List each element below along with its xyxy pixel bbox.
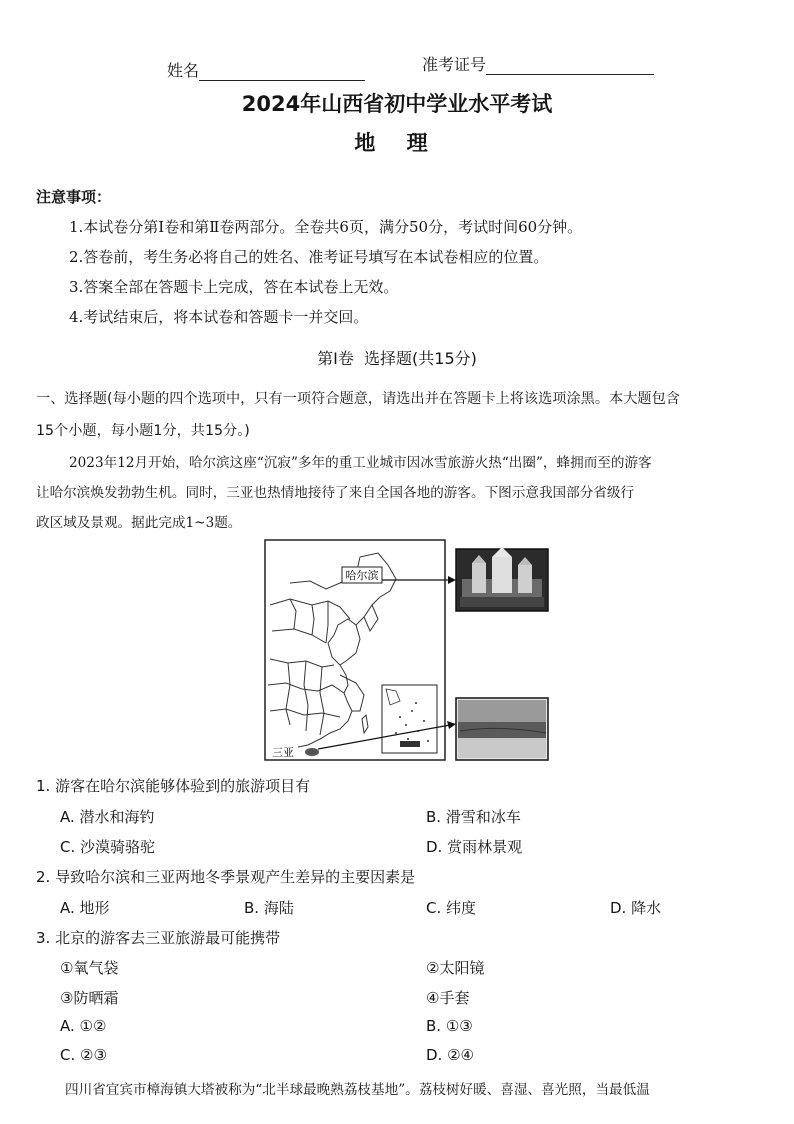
question-3-item-1: ①氧气袋	[60, 959, 119, 977]
question-2-option-b[interactable]: B. 海陆	[244, 899, 294, 917]
question-2-option-a[interactable]: A. 地形	[60, 899, 110, 917]
question-1-stem: 1. 游客在哈尔滨能够体验到的旅游项目有	[36, 777, 311, 795]
section-title: 第Ⅰ卷 选择题(共15分)	[317, 349, 477, 368]
name-field-row	[167, 58, 365, 81]
name-input-line[interactable]	[199, 62, 365, 81]
passage-1-line-3: 政区域及景观。据此完成1~3题。	[36, 515, 242, 531]
name-label: 姓名	[167, 61, 200, 80]
note-item-1: 1.本试卷分第Ⅰ卷和第Ⅱ卷两部分。全卷共6页，满分50分，考试时间60分钟。	[69, 218, 583, 236]
note-item-4: 4.考试结束后，将本试卷和答题卡一并交回。	[69, 308, 369, 326]
passage-2-line-1: 四川省宜宾市樟海镇大塔被称为“北半球最晚熟荔枝基地”。荔枝树好暖、喜湿、喜光照，当最低温	[65, 1082, 650, 1098]
question-1-option-b[interactable]: B. 滑雪和冰车	[426, 808, 521, 826]
section-instruction-1: 一、选择题(每小题的四个选项中，只有一项符合题意，请选出并在答题卡上将该选项涂黑。本大题包含	[36, 391, 680, 407]
question-3-item-3: ③防晒霜	[60, 989, 119, 1007]
question-3-item-2: ②太阳镜	[426, 959, 485, 977]
map-label-harbin: 哈尔滨	[345, 569, 379, 582]
question-2-stem: 2. 导致哈尔滨和三亚两地冬季景观产生差异的主要因素是	[36, 868, 416, 886]
sanya-beach-photo	[456, 698, 548, 760]
exam-id-label: 准考证号	[422, 55, 487, 74]
question-2-option-c[interactable]: C. 纬度	[426, 899, 477, 917]
subject-title: 地 理	[354, 131, 440, 155]
question-1-option-c[interactable]: C. 沙漠骑骆驼	[60, 838, 156, 856]
notes-heading: 注意事项：	[36, 188, 112, 206]
china-province-map-figure	[260, 535, 560, 765]
question-1-option-a[interactable]: A. 潜水和海钓	[60, 808, 155, 826]
note-item-2: 2.答卷前，考生务必将自己的姓名、准考证号填写在本试卷相应的位置。	[69, 248, 549, 266]
exam-id-field-row	[422, 52, 654, 75]
question-3-item-4: ④手套	[426, 989, 470, 1007]
exam-id-input-line[interactable]	[486, 56, 654, 75]
question-3-option-d[interactable]: D. ②④	[426, 1046, 474, 1064]
question-1-option-d[interactable]: D. 赏雨林景观	[426, 838, 523, 856]
harbin-ice-festival-photo	[456, 547, 548, 611]
note-item-3: 3.答案全部在答题卡上完成，答在本试卷上无效。	[69, 278, 399, 296]
exam-title: 2024年山西省初中学业水平考试	[241, 92, 553, 116]
question-3-stem: 3. 北京的游客去三亚旅游最可能携带	[36, 929, 281, 947]
question-2-option-d[interactable]: D. 降水	[610, 899, 662, 917]
passage-1-line-1: 2023年12月开始，哈尔滨这座“沉寂”多年的重工业城市因冰雪旅游火热“出圈”，蜂拥而至的游客	[69, 455, 652, 471]
question-3-option-a[interactable]: A. ①②	[60, 1017, 107, 1035]
section-instruction-2: 15个小题，每小题1分，共15分。)	[36, 423, 250, 439]
question-3-option-b[interactable]: B. ①③	[426, 1017, 473, 1035]
passage-1-line-2: 让哈尔滨焕发勃勃生机。同时，三亚也热情地接待了来自全国各地的游客。下图示意我国部分省级行	[36, 485, 635, 501]
question-3-option-c[interactable]: C. ②③	[60, 1046, 107, 1064]
map-label-sanya: 三亚	[272, 746, 294, 759]
